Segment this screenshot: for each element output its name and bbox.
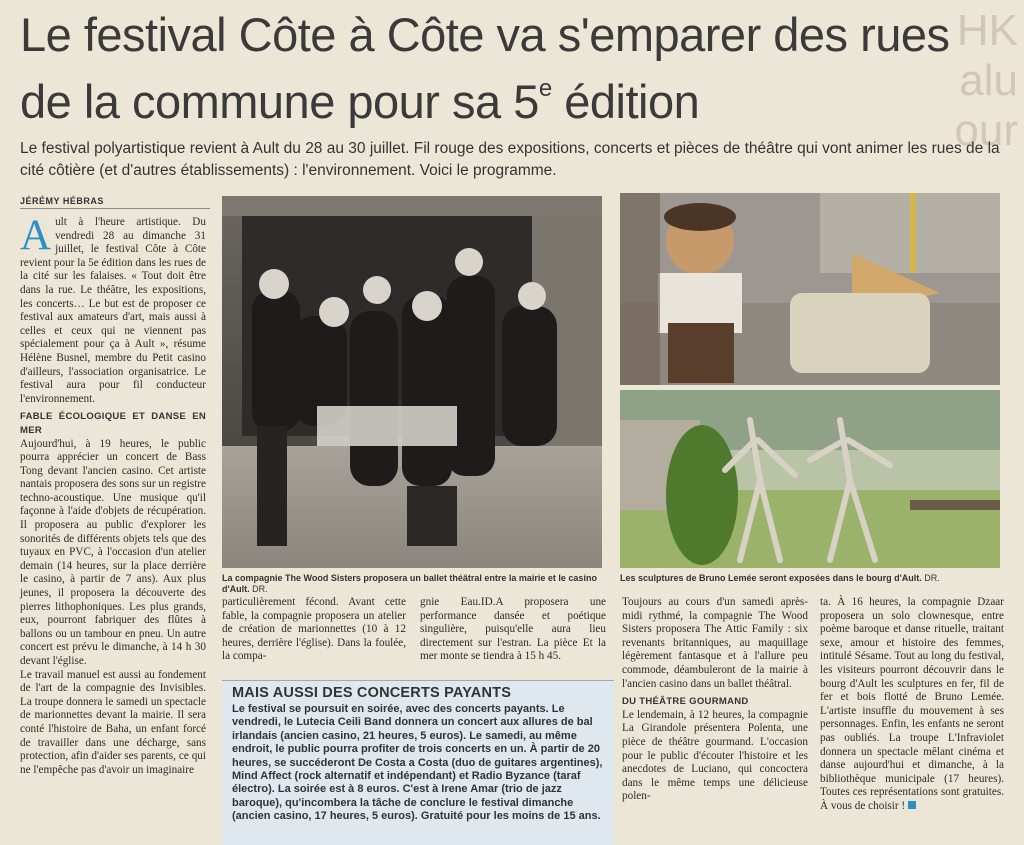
box-text: Le festival se poursuit en soirée, avec des concerts payants. Le vendredi, le Lutecia Ceili Band donnera un concert aux allures de bal irlandais (ancien casino, 21 heures, 5 euros). Le samedi, au même endroit, le public pourra profiter de trois concerts en un. À partir de 20 heures, se succéderont De Costa a Costa (duo de guitares argentines), Mind Affect (rock alternatif et indépendant) et Radio Byzance (taraf électro). La soirée est à 8 euros. C'est à Irene Amar (trio de jazz baroque), qu'incombera la tâche de conclure le festival dimanche (ancien casino, 17 heures, 5 euros). Gratuité pour les moins de 15 ans. [232, 703, 603, 823]
article-column-4 [622, 596, 808, 844]
photo-puppet-image [620, 193, 1000, 385]
paragraph: particulièrement fécond. Avant cette fable, la compagnie proposera un atelier de création de marionnettes (10 à 12 heures, derrière l'église). Dans la foulée, la compa- [222, 596, 406, 663]
photo-wood-sisters [222, 196, 602, 568]
paragraph: Le lendemain, à 12 heures, la compagnie La Girandole présentera Polenta, une pièce de théâtre gourmand. L'occasion pour le public d'écouter l'histoire et les anecdotes de Luciano, qui concoctera dans le même temps une délicieuse polen- [622, 708, 808, 803]
photo-credit: DR. [924, 573, 940, 583]
paragraph: gnie Eau.ID.A proposera une performance dansée et poétique singulière, puisqu'elle aura lieu directement sur l'estran. La pièce Et la mer monte se tiendra à 15 h 45. [420, 596, 606, 663]
end-mark-icon [908, 801, 916, 809]
byline-divider [20, 208, 210, 209]
box-title: MAIS AUSSI DES CONCERTS PAYANTS [232, 685, 512, 701]
paragraph: Toujours au cours d'un samedi après-midi rythmé, la compagnie The Wood Sisters proposera The Attic Family : six revenants britanniques, au maquillage légèrement fantasque et à l'allure peu commode, déambuleront de la mairie à l'ancien casino dans un ballet théâtral. [622, 596, 808, 690]
photo-sculptures [620, 390, 1000, 568]
headline-superscript: e [538, 75, 552, 102]
headline-end: édition [551, 75, 700, 128]
section-heading-theatre: DU THÉÂTRE GOURMAND [622, 696, 749, 708]
paragraph: Le travail manuel est aussi au fondement de l'art de la compagnie des Invisibles. La troupe donnera le samedi un spectacle de marionnettes devant la mairie. Il sera conté l'histoire de Baha, un enfant forcé de travailler dans une décharge, sans protection, afin d'aider ses parents, ce qui ne l'empêche pas d'avoir un imaginaire [20, 668, 206, 776]
article-column-1 [20, 212, 206, 844]
paragraph: Aujourd'hui, à 19 heures, le public pourra apprécier un concert de Bass Tong devant l'ancien casino. Cet artiste nantais proposera des sons sur un registre techno-acoustique. Une musique qu'il façonne à l'aide d'objets de récupération. Il proposera au public d'explorer les sonorités de différents objets tels que des tuyaux en PVC, à l'occasion d'un atelier demain (14 heures, sur la place derrière le casino, à partir de 7 ans). Aux plus jeunes, il proposera la découverte des pierres lithophoniques. Les plus grands, eux, pourront fabriquer des flûtes à ballons ou un tambour en pneu. Un autre concert est prévu le dimanche, à 14 h 30 devant l'église. [20, 437, 206, 667]
photo-wood-sisters-image [222, 196, 602, 568]
intro-paragraph: Ault à l'heure artistique. Du vendredi 28 au dimanche 31 juillet, le festival Côte à Côte revient pour la 5e édition dans les rues de la cité sur les falaises. « Tout doit être dans la rue. Le théâtre, les expositions, les concerts… Le but est de proposer ce festival aux amateurs d'art, mais aussi à celles et ceux qui ne viennent pas spécialement pour ça à Ault », résume Hélène Busnel, membre du Petit casino d'ailleurs, l'association organisatrice. Le festival aura pour fil conducteur l'environnement. [20, 212, 206, 405]
photo-sculptures-image [620, 390, 1000, 568]
byline: JÉRÉMY HÉBRAS [20, 196, 104, 206]
article-column-5 [820, 596, 1004, 844]
article-column-3 [420, 596, 606, 678]
lede: Le festival polyartistique revient à Ault du 28 au 30 juillet. Fil rouge des expositions, concerts et pièces de théâtre qui vont animer les rues de la cité côtière (et d'autres établissements) : l'environnement. Voici le programme. [20, 140, 1000, 179]
article-column-2 [222, 596, 406, 678]
adjacent-page-bleed-text: HK alu our [954, 6, 1018, 155]
sidebar-box-paid-concerts [222, 680, 614, 845]
caption-sculptures: Les sculptures de Bruno Lemée seront exposées dans le bourg d'Ault. DR. [620, 573, 940, 583]
photo-puppet [620, 193, 1000, 385]
paragraph: ta. À 16 heures, la compagnie Dzaar proposera un solo clownesque, entre poème baroque et danse rituelle, traitant sexe, amour et histoire des femmes, intitulé Sésame. Tout au long du festival, les visiteurs pourront découvrir dans le bourg d'Ault les sculptures en fer, fil de fer et bois flotté de Bruno Lemée. L'artiste insuffle du mouvement à ses personnages. Enfin, les enfants ne seront pas oubliés. La troupe L'Infraviolet donnera un spectacle mêlant cinéma et danse aujourd'hui et dimanche, à la bibliothèque municipale (17 heures). Toutes ces représentations sont gratuites. À vous de choisir ! [820, 596, 1004, 812]
headline [20, 8, 1000, 129]
section-heading-fable: FABLE ÉCOLOGIQUE ET DANSE EN MER [20, 411, 206, 436]
photo-credit: DR. [252, 584, 268, 594]
headline-main: Le festival Côte à Côte va s'emparer des rues de la commune pour sa 5 [20, 8, 950, 128]
caption-wood-sisters: La compagnie The Wood Sisters proposera un ballet théâtral entre la mairie et le casino d'Ault. DR. [222, 573, 597, 594]
drop-cap: A [20, 212, 52, 259]
